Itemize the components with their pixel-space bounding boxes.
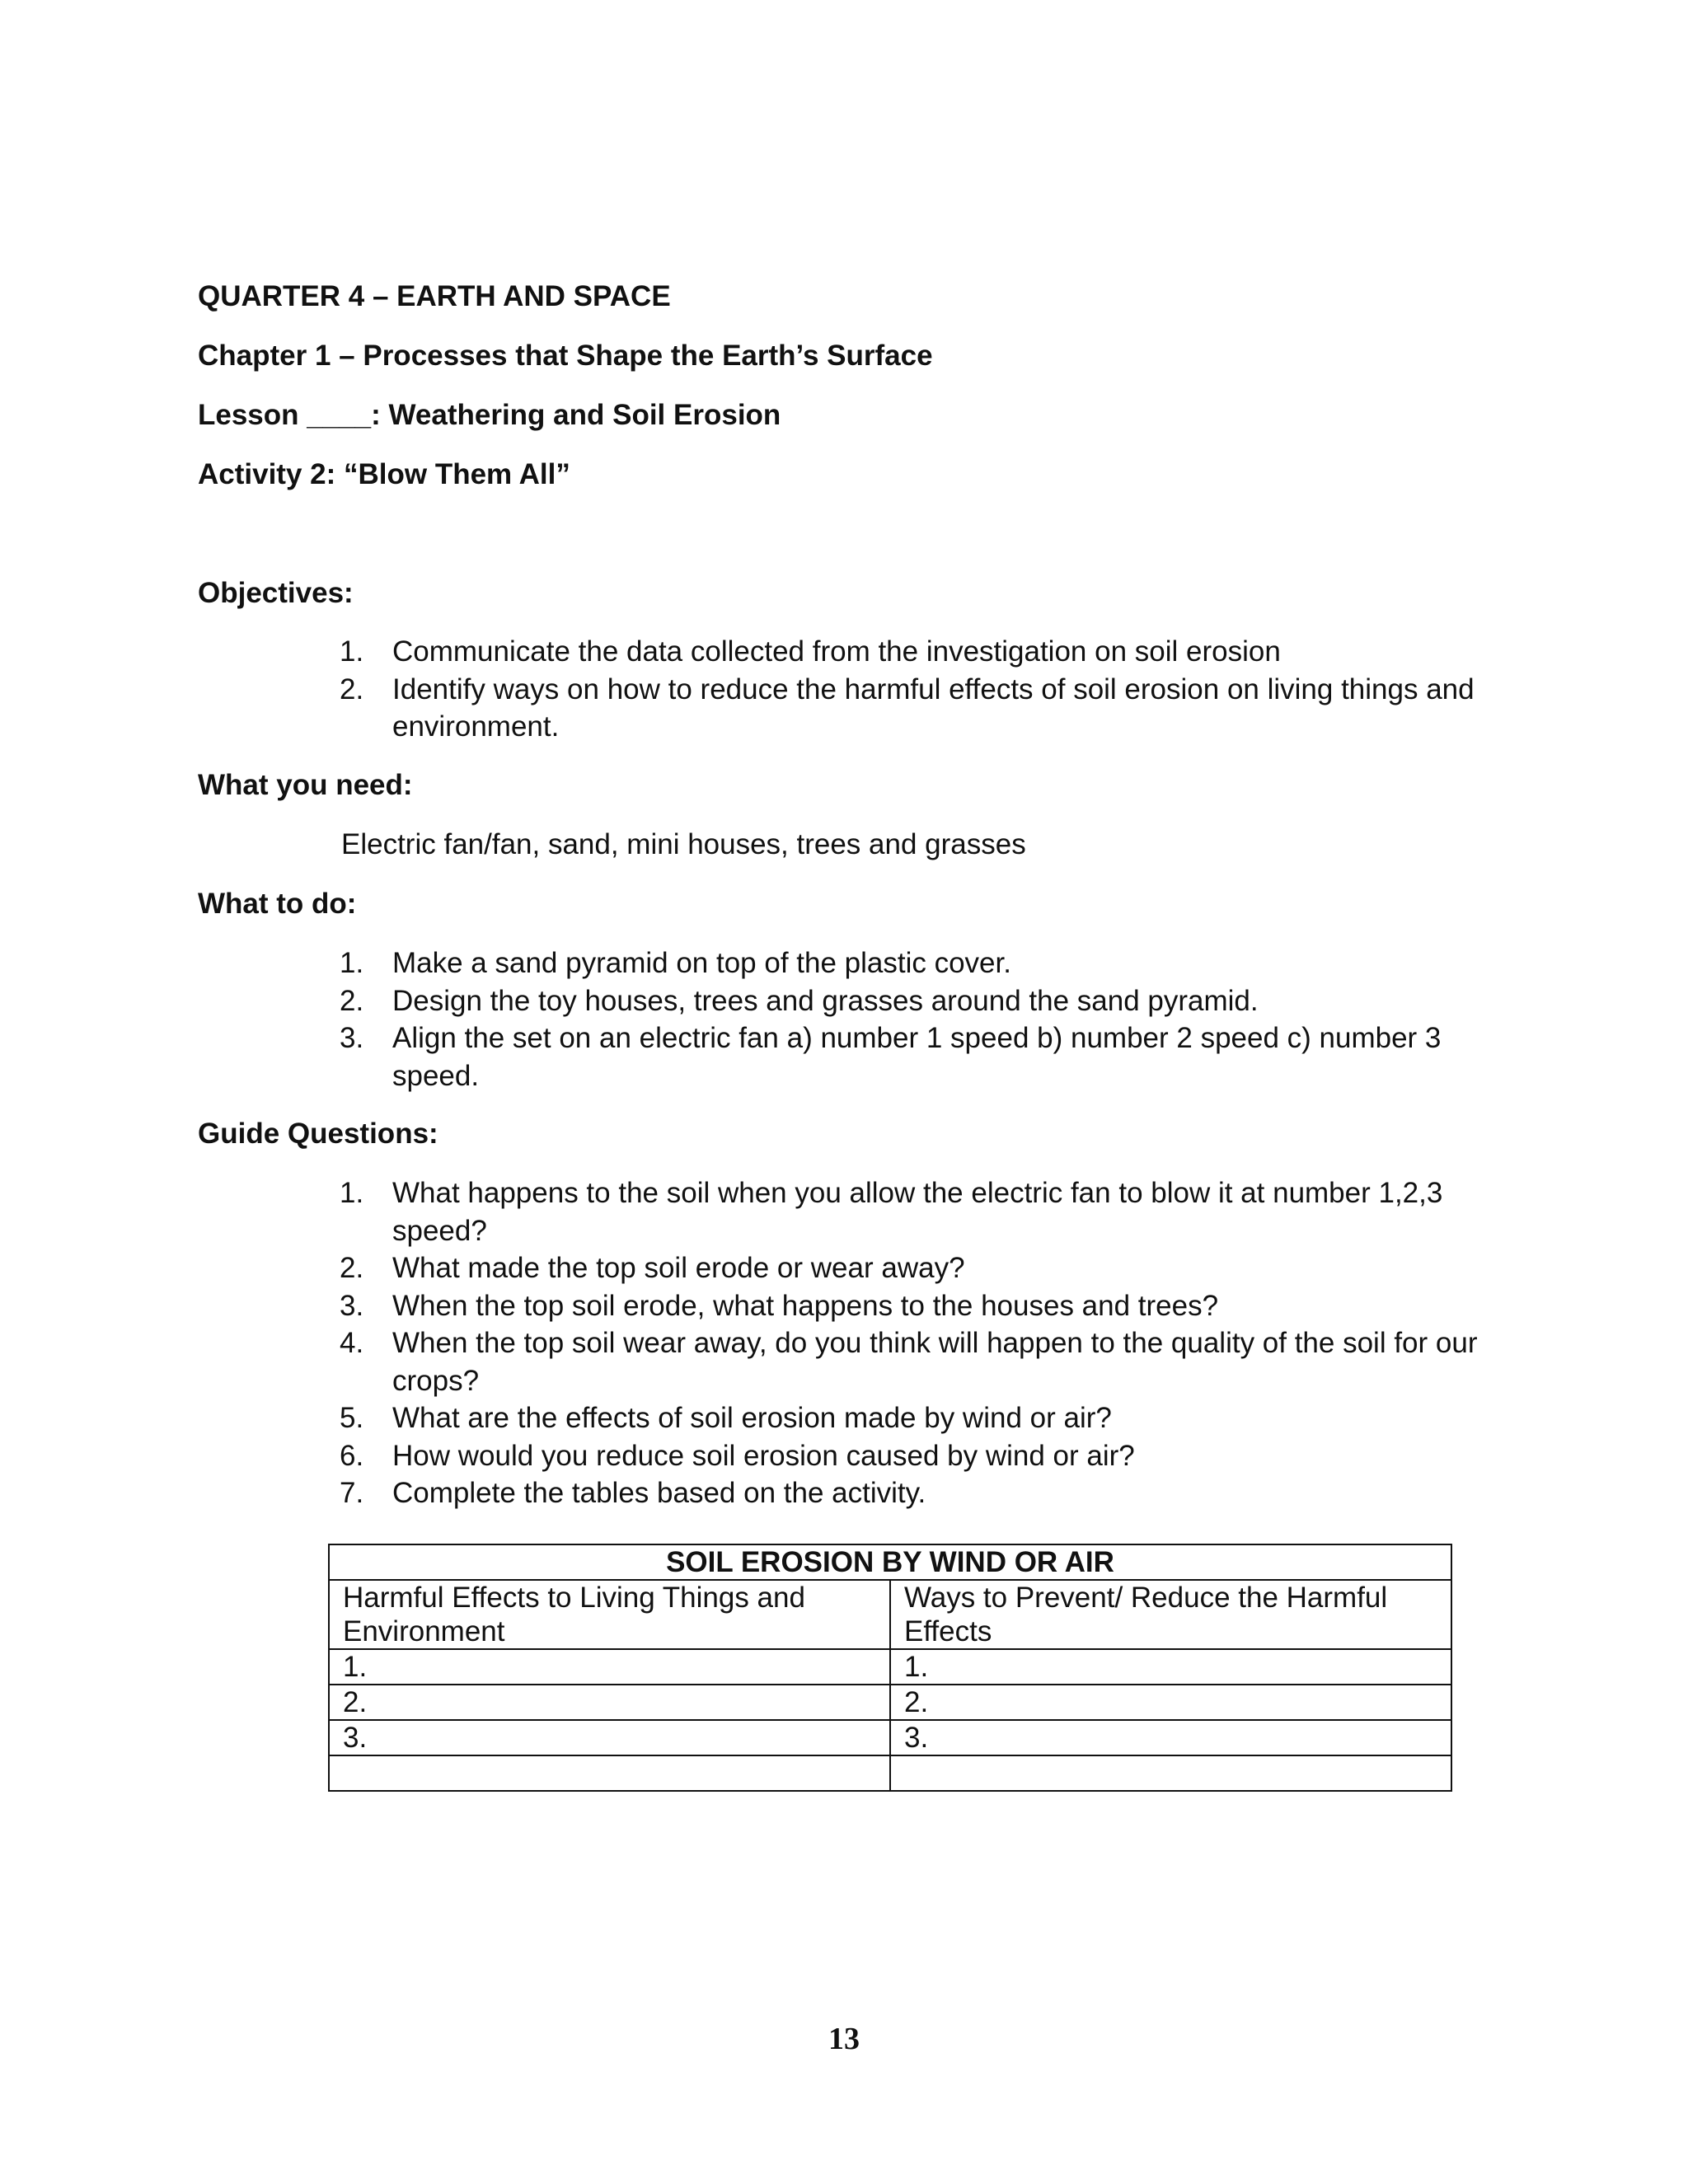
materials-text: Electric fan/fan, sand, mini houses, trees and grasses (341, 828, 1026, 860)
column-header: Harmful Effects to Living Things and Environment (329, 1580, 890, 1649)
list-item (340, 1249, 1510, 1287)
item-number: 1. (340, 635, 364, 668)
table-row (329, 1649, 1451, 1685)
procedure-heading: What to do: (198, 888, 357, 920)
table-cell[interactable]: 1. (329, 1649, 890, 1685)
item-number: 3. (340, 1289, 364, 1322)
item-number: 1. (340, 1177, 364, 1209)
item-number: 2. (340, 673, 364, 705)
table-cell[interactable]: 2. (329, 1685, 890, 1720)
questions-list (340, 1174, 1510, 1512)
table-header-row (329, 1580, 1451, 1649)
list-item (340, 1399, 1510, 1437)
item-number: 2. (340, 1252, 364, 1284)
item-text: What are the effects of soil erosion made by wind or air? (392, 1402, 1112, 1434)
objectives-heading: Objectives: (198, 577, 354, 609)
item-number: 2. (340, 984, 364, 1017)
table-cell[interactable]: 1. (890, 1649, 1451, 1685)
item-number: 6. (340, 1439, 364, 1472)
table-title-row (329, 1544, 1451, 1580)
list-item (340, 1174, 1510, 1249)
table-title: SOIL EROSION BY WIND OR AIR (329, 1544, 1451, 1580)
item-number: 7. (340, 1477, 364, 1509)
objectives-list (340, 633, 1510, 746)
page-number: 13 (828, 2022, 860, 2056)
list-item (340, 671, 1510, 746)
item-number: 3. (340, 1022, 364, 1054)
quarter-title: QUARTER 4 – EARTH AND SPACE (198, 280, 671, 312)
list-item (340, 982, 1510, 1020)
item-text: Identify ways on how to reduce the harmful effects of soil erosion on living things and environment. (392, 673, 1475, 743)
table-cell[interactable]: 3. (329, 1720, 890, 1755)
lesson-title: Lesson ____: Weathering and Soil Erosion (198, 399, 781, 431)
item-number: 1. (340, 947, 364, 979)
table-cell[interactable]: 2. (890, 1685, 1451, 1720)
materials-heading: What you need: (198, 769, 413, 801)
list-item (340, 1437, 1510, 1475)
list-item (340, 1324, 1510, 1399)
item-text: When the top soil wear away, do you think will happen to the quality of the soil for our crops? (392, 1327, 1478, 1397)
soil-erosion-table (328, 1544, 1452, 1792)
item-text: Make a sand pyramid on top of the plastic cover. (392, 947, 1011, 979)
questions-heading: Guide Questions: (198, 1118, 438, 1150)
procedure-list (340, 944, 1510, 1094)
item-text: What made the top soil erode or wear away? (392, 1252, 965, 1284)
table-row (329, 1720, 1451, 1755)
item-text: Align the set on an electric fan a) number 1 speed b) number 2 speed c) number 3 speed. (392, 1022, 1442, 1092)
list-item (340, 944, 1510, 982)
column-header: Ways to Prevent/ Reduce the Harmful Effects (890, 1580, 1451, 1649)
item-text: Communicate the data collected from the investigation on soil erosion (392, 635, 1281, 668)
item-text: Design the toy houses, trees and grasses around the sand pyramid. (392, 984, 1259, 1017)
item-text: When the top soil erode, what happens to the houses and trees? (392, 1289, 1219, 1322)
item-text: How would you reduce soil erosion caused by wind or air? (392, 1439, 1135, 1472)
table-cell[interactable]: 3. (890, 1720, 1451, 1755)
table-cell[interactable] (890, 1755, 1451, 1791)
list-item (340, 1474, 1510, 1512)
table-row (329, 1685, 1451, 1720)
list-item (340, 1019, 1510, 1094)
item-number: 4. (340, 1327, 364, 1359)
item-text: What happens to the soil when you allow the electric fan to blow it at number 1,2,3 speed? (392, 1177, 1443, 1247)
item-text: Complete the tables based on the activity. (392, 1477, 926, 1509)
table-row (329, 1755, 1451, 1791)
list-item (340, 633, 1510, 671)
table-cell[interactable] (329, 1755, 890, 1791)
item-number: 5. (340, 1402, 364, 1434)
list-item (340, 1287, 1510, 1325)
chapter-title: Chapter 1 – Processes that Shape the Earth’s Surface (198, 340, 933, 372)
activity-title: Activity 2: “Blow Them All” (198, 458, 570, 490)
